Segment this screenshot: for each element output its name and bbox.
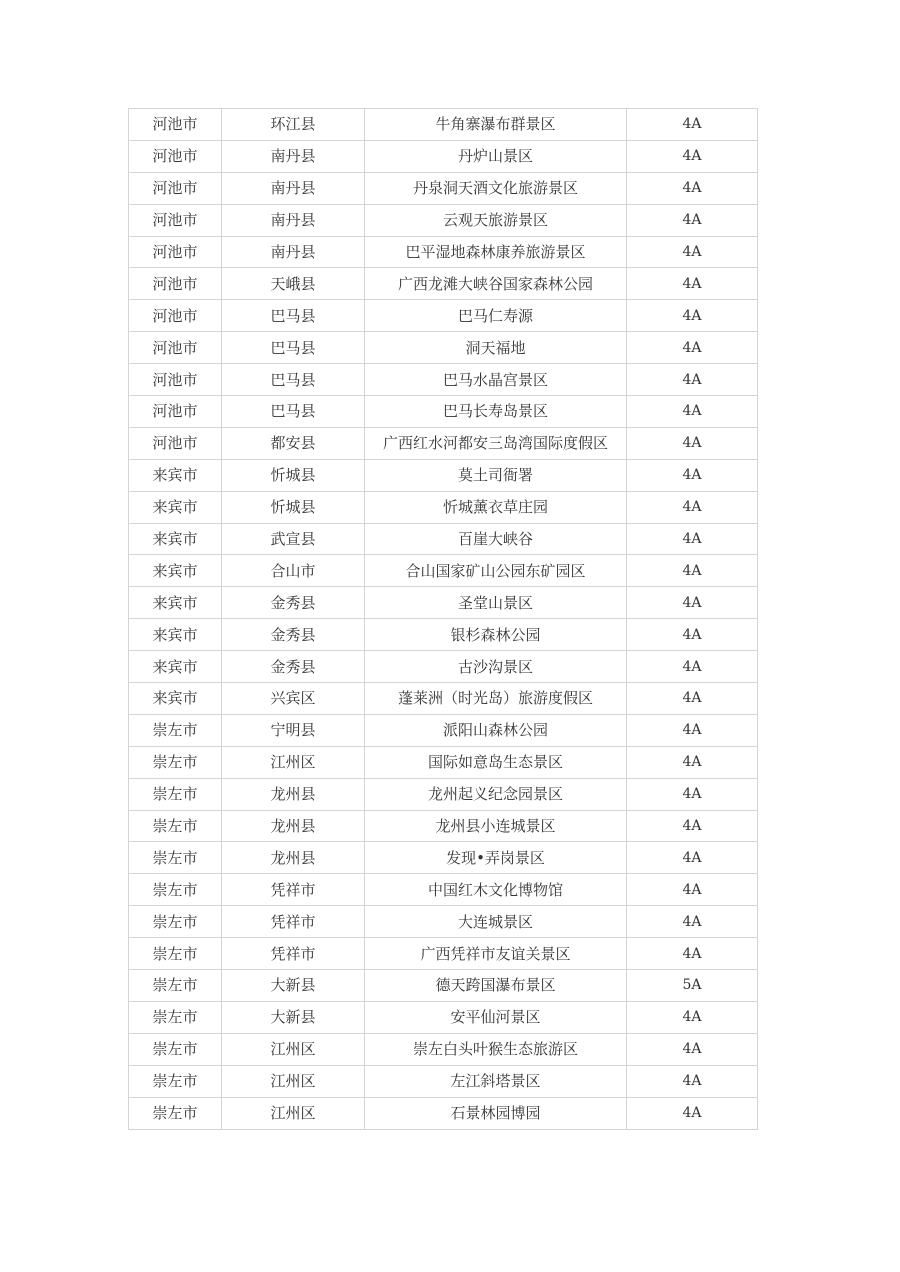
scenic-name-cell: 巴马长寿岛景区: [365, 396, 627, 428]
table-row: [129, 810, 758, 842]
table-row: [129, 109, 758, 141]
city-cell: 河池市: [129, 396, 222, 428]
table-row: [129, 300, 758, 332]
county-cell: 金秀县: [222, 619, 365, 651]
level-cell: 4A: [627, 140, 758, 172]
scenic-name-cell: 巴平湿地森林康养旅游景区: [365, 236, 627, 268]
level-cell: 4A: [627, 1097, 758, 1129]
county-cell: 宁明县: [222, 714, 365, 746]
table-row: [129, 523, 758, 555]
level-cell: 4A: [627, 906, 758, 938]
scenic-name-cell: 丹炉山景区: [365, 140, 627, 172]
table-row: [129, 1001, 758, 1033]
level-cell: 4A: [627, 938, 758, 970]
table-row: [129, 364, 758, 396]
city-cell: 崇左市: [129, 970, 222, 1002]
table-row: [129, 236, 758, 268]
scenic-name-cell: 左江斜塔景区: [365, 1065, 627, 1097]
scenic-name-cell: 忻城薰衣草庄园: [365, 491, 627, 523]
level-cell: 4A: [627, 204, 758, 236]
scenic-name-cell: 洞天福地: [365, 332, 627, 364]
level-cell: 4A: [627, 109, 758, 141]
county-cell: 巴马县: [222, 332, 365, 364]
city-cell: 崇左市: [129, 1033, 222, 1065]
scenic-name-cell: 合山国家矿山公园东矿园区: [365, 555, 627, 587]
table-row: [129, 204, 758, 236]
scenic-name-cell: 国际如意岛生态景区: [365, 746, 627, 778]
county-cell: 武宣县: [222, 523, 365, 555]
scenic-name-cell: 云观天旅游景区: [365, 204, 627, 236]
level-cell: 4A: [627, 874, 758, 906]
table-row: [129, 459, 758, 491]
scenic-name-cell: 安平仙河景区: [365, 1001, 627, 1033]
city-cell: 河池市: [129, 236, 222, 268]
county-cell: 巴马县: [222, 364, 365, 396]
table-row: [129, 396, 758, 428]
scenic-name-cell: 牛角寨瀑布群景区: [365, 109, 627, 141]
city-cell: 河池市: [129, 427, 222, 459]
level-cell: 4A: [627, 1033, 758, 1065]
table-row: [129, 172, 758, 204]
county-cell: 金秀县: [222, 587, 365, 619]
table-row: [129, 714, 758, 746]
city-cell: 河池市: [129, 172, 222, 204]
scenic-name-cell: 蓬莱洲（时光岛）旅游度假区: [365, 683, 627, 715]
city-cell: 来宾市: [129, 459, 222, 491]
city-cell: 来宾市: [129, 683, 222, 715]
county-cell: 都安县: [222, 427, 365, 459]
scenic-name-cell: 巴马水晶宫景区: [365, 364, 627, 396]
scenic-name-cell: 发现•弄岗景区: [365, 842, 627, 874]
scenic-name-cell: 广西红水河都安三岛湾国际度假区: [365, 427, 627, 459]
city-cell: 来宾市: [129, 587, 222, 619]
level-cell: 4A: [627, 172, 758, 204]
county-cell: 南丹县: [222, 236, 365, 268]
county-cell: 合山市: [222, 555, 365, 587]
city-cell: 河池市: [129, 109, 222, 141]
scenic-name-cell: 巴马仁寿源: [365, 300, 627, 332]
level-cell: 4A: [627, 842, 758, 874]
city-cell: 河池市: [129, 268, 222, 300]
level-cell: 4A: [627, 651, 758, 683]
level-cell: 4A: [627, 683, 758, 715]
county-cell: 江州区: [222, 1097, 365, 1129]
level-cell: 4A: [627, 459, 758, 491]
county-cell: 江州区: [222, 1065, 365, 1097]
table-row: [129, 268, 758, 300]
county-cell: 南丹县: [222, 140, 365, 172]
city-cell: 崇左市: [129, 874, 222, 906]
scenic-name-cell: 广西凭祥市友谊关景区: [365, 938, 627, 970]
table-row: [129, 1097, 758, 1129]
level-cell: 4A: [627, 810, 758, 842]
level-cell: 4A: [627, 714, 758, 746]
county-cell: 龙州县: [222, 842, 365, 874]
city-cell: 来宾市: [129, 523, 222, 555]
county-cell: 金秀县: [222, 651, 365, 683]
county-cell: 凭祥市: [222, 906, 365, 938]
city-cell: 崇左市: [129, 746, 222, 778]
level-cell: 4A: [627, 555, 758, 587]
level-cell: 4A: [627, 396, 758, 428]
level-cell: 4A: [627, 268, 758, 300]
county-cell: 凭祥市: [222, 938, 365, 970]
city-cell: 河池市: [129, 332, 222, 364]
level-cell: 4A: [627, 746, 758, 778]
county-cell: 忻城县: [222, 459, 365, 491]
table-row: [129, 683, 758, 715]
city-cell: 河池市: [129, 140, 222, 172]
city-cell: 来宾市: [129, 491, 222, 523]
county-cell: 凭祥市: [222, 874, 365, 906]
level-cell: 4A: [627, 778, 758, 810]
scenic-name-cell: 广西龙滩大峡谷国家森林公园: [365, 268, 627, 300]
table-row: [129, 587, 758, 619]
county-cell: 江州区: [222, 746, 365, 778]
scenic-name-cell: 百崖大峡谷: [365, 523, 627, 555]
city-cell: 崇左市: [129, 778, 222, 810]
county-cell: 龙州县: [222, 778, 365, 810]
county-cell: 江州区: [222, 1033, 365, 1065]
county-cell: 南丹县: [222, 172, 365, 204]
county-cell: 巴马县: [222, 300, 365, 332]
scenic-name-cell: 丹泉洞天酒文化旅游景区: [365, 172, 627, 204]
table-row: [129, 555, 758, 587]
level-cell: 4A: [627, 300, 758, 332]
county-cell: 兴宾区: [222, 683, 365, 715]
scenic-name-cell: 崇左白头叶猴生态旅游区: [365, 1033, 627, 1065]
table-row: [129, 619, 758, 651]
city-cell: 河池市: [129, 300, 222, 332]
table-row: [129, 1065, 758, 1097]
table-row: [129, 332, 758, 364]
county-cell: 龙州县: [222, 810, 365, 842]
level-cell: 4A: [627, 427, 758, 459]
scenic-name-cell: 大连城景区: [365, 906, 627, 938]
city-cell: 崇左市: [129, 714, 222, 746]
city-cell: 崇左市: [129, 1001, 222, 1033]
table-row: [129, 874, 758, 906]
scenic-name-cell: 莫土司衙署: [365, 459, 627, 491]
scenic-name-cell: 派阳山森林公园: [365, 714, 627, 746]
level-cell: 4A: [627, 587, 758, 619]
scenic-name-cell: 古沙沟景区: [365, 651, 627, 683]
city-cell: 河池市: [129, 204, 222, 236]
table-row: [129, 651, 758, 683]
city-cell: 来宾市: [129, 651, 222, 683]
table-row: [129, 906, 758, 938]
county-cell: 巴马县: [222, 396, 365, 428]
city-cell: 崇左市: [129, 906, 222, 938]
table-row: [129, 1033, 758, 1065]
city-cell: 来宾市: [129, 555, 222, 587]
county-cell: 南丹县: [222, 204, 365, 236]
scenic-name-cell: 石景林园博园: [365, 1097, 627, 1129]
table-body: [129, 109, 758, 1130]
county-cell: 大新县: [222, 1001, 365, 1033]
level-cell: 4A: [627, 1001, 758, 1033]
level-cell: 5A: [627, 970, 758, 1002]
scenic-name-cell: 圣堂山景区: [365, 587, 627, 619]
level-cell: 4A: [627, 364, 758, 396]
city-cell: 来宾市: [129, 619, 222, 651]
city-cell: 河池市: [129, 364, 222, 396]
table-row: [129, 491, 758, 523]
scenic-name-cell: 中国红木文化博物馆: [365, 874, 627, 906]
county-cell: 环江县: [222, 109, 365, 141]
city-cell: 崇左市: [129, 810, 222, 842]
scenic-name-cell: 龙州县小连城景区: [365, 810, 627, 842]
scenic-name-cell: 德天跨国瀑布景区: [365, 970, 627, 1002]
table-row: [129, 140, 758, 172]
table-row: [129, 970, 758, 1002]
city-cell: 崇左市: [129, 842, 222, 874]
table-row: [129, 427, 758, 459]
county-cell: 天峨县: [222, 268, 365, 300]
table-row: [129, 842, 758, 874]
county-cell: 忻城县: [222, 491, 365, 523]
level-cell: 4A: [627, 491, 758, 523]
level-cell: 4A: [627, 332, 758, 364]
city-cell: 崇左市: [129, 938, 222, 970]
level-cell: 4A: [627, 1065, 758, 1097]
table-row: [129, 778, 758, 810]
table-row: [129, 938, 758, 970]
table-row: [129, 746, 758, 778]
scenic-area-table: [128, 108, 758, 1130]
level-cell: 4A: [627, 236, 758, 268]
city-cell: 崇左市: [129, 1065, 222, 1097]
level-cell: 4A: [627, 523, 758, 555]
city-cell: 崇左市: [129, 1097, 222, 1129]
scenic-name-cell: 银杉森林公园: [365, 619, 627, 651]
level-cell: 4A: [627, 619, 758, 651]
scenic-name-cell: 龙州起义纪念园景区: [365, 778, 627, 810]
county-cell: 大新县: [222, 970, 365, 1002]
